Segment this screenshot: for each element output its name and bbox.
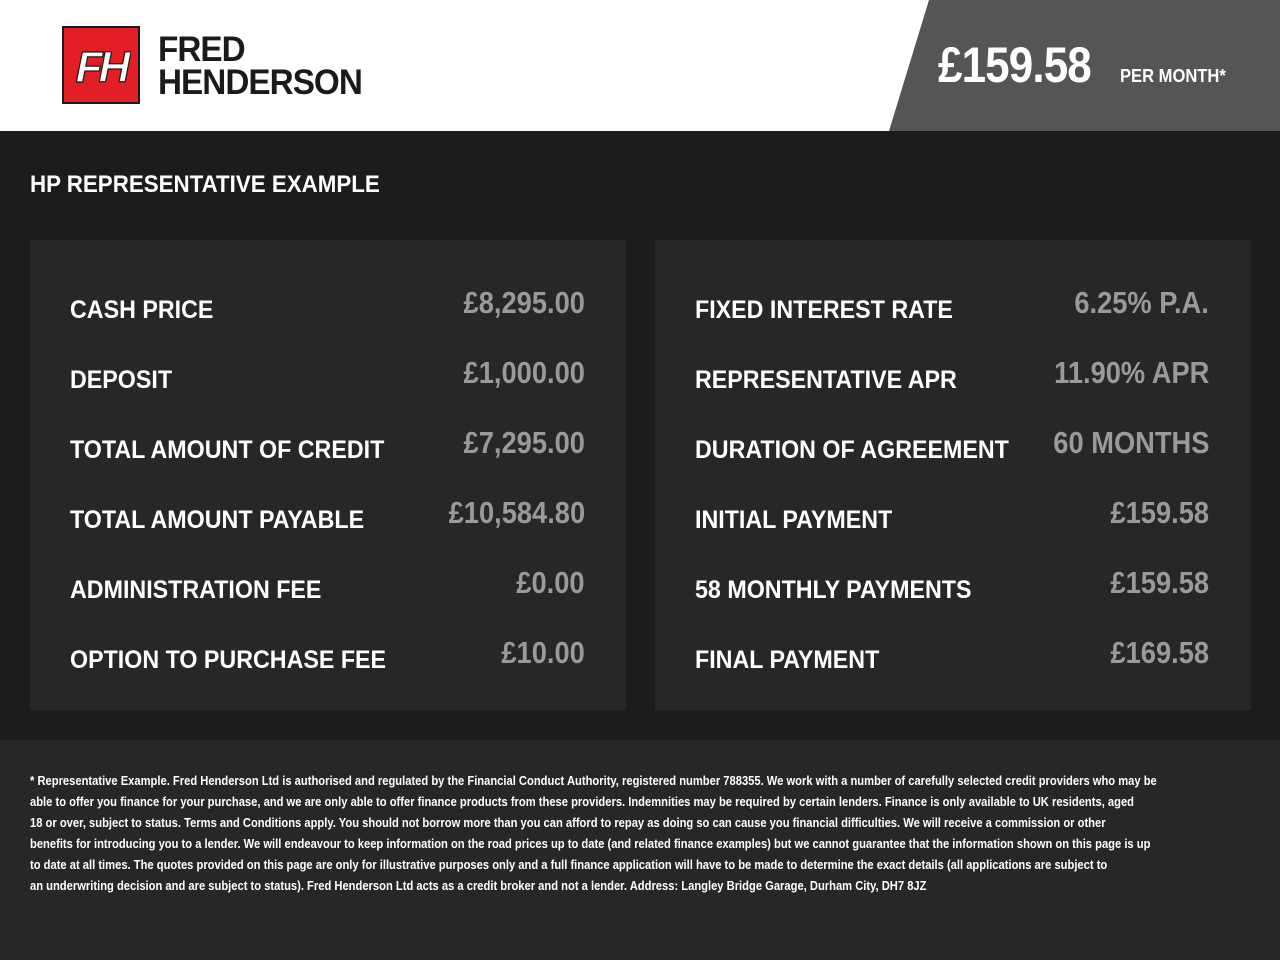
finance-row-apr: [695, 355, 1209, 395]
row-label: 58 MONTHLY PAYMENTS: [695, 576, 972, 604]
disclaimer-line: 18 or over, subject to status. Terms and Conditions apply. You should not borrow more than you can afford to repay as doing so can cause you financial difficulties. We will receive a commission or other: [30, 815, 1106, 830]
row-label: CASH PRICE: [70, 296, 214, 324]
finance-row-interest-rate: [695, 285, 1209, 325]
fh-logo-icon: [71, 37, 131, 93]
row-value: £10.00: [501, 635, 585, 670]
row-label: DEPOSIT: [70, 366, 173, 394]
row-label: INITIAL PAYMENT: [695, 506, 893, 534]
row-label: ADMINISTRATION FEE: [70, 576, 322, 604]
disclaimer-line: able to offer you finance for your purchase, and we are only able to offer finance products from these providers. Indemnities may be required by certain lenders. Finance is only available to UK residents, aged: [30, 794, 1134, 809]
finance-row-final-payment: [695, 635, 1209, 675]
disclaimer-line: to date at all times. The quotes provided on this page are only for illustrative purposes only and a full finance application will have to be made to determine the exact details (all applications are subject to: [30, 857, 1108, 872]
row-label: TOTAL AMOUNT OF CREDIT: [70, 436, 385, 464]
finance-row-initial-payment: [695, 495, 1209, 535]
disclaimer-line: an underwriting decision and are subject to status). Fred Henderson Ltd acts as a credit broker and not a lender. Address: Langley Bridge Garage, Durham City, DH7 8JZ: [30, 878, 927, 893]
row-label: DURATION OF AGREEMENT: [695, 436, 1009, 464]
brand-name-line1: FRED: [158, 30, 245, 69]
brand-name: [158, 30, 362, 102]
row-value: £159.58: [1110, 495, 1209, 530]
row-label: TOTAL AMOUNT PAYABLE: [70, 506, 365, 534]
section-title: HP REPRESENTATIVE EXAMPLE: [30, 171, 380, 198]
finance-row-purchase-fee: [70, 635, 585, 675]
row-value: £1,000.00: [463, 355, 585, 390]
finance-row-monthly-payments: [695, 565, 1209, 605]
row-value: 6.25% P.A.: [1074, 285, 1209, 320]
row-label: FINAL PAYMENT: [695, 646, 880, 674]
row-value: £10,584.80: [448, 495, 585, 530]
finance-row-total-payable: [70, 495, 585, 535]
finance-row-duration: [695, 425, 1209, 465]
finance-row-deposit: [70, 355, 585, 395]
finance-row-total-credit: [70, 425, 585, 465]
brand-name-line2: HENDERSON: [158, 63, 362, 102]
row-value: £7,295.00: [463, 425, 585, 460]
disclaimer-text: [30, 770, 1157, 896]
svg-text:FH: FH: [75, 43, 127, 92]
finance-row-admin-fee: [70, 565, 585, 605]
row-value: £169.58: [1110, 635, 1209, 670]
row-label: OPTION TO PURCHASE FEE: [70, 646, 387, 674]
disclaimer-line: benefits for introducing you to a lender. We will endeavour to keep information on the road prices up to date (and related finance examples) but we cannot guarantee that the information shown on this page is up: [30, 836, 1151, 851]
row-value: £8,295.00: [463, 285, 585, 320]
finance-panel-right: [655, 240, 1251, 710]
disclaimer-line: * Representative Example. Fred Henderson Ltd is authorised and regulated by the Financial Conduct Authority, registered number 788355. We work with a number of carefully selected credit providers who may be: [30, 773, 1157, 788]
row-value: £0.00: [516, 565, 585, 600]
row-value: £159.58: [1110, 565, 1209, 600]
finance-panel-left: [30, 240, 626, 710]
row-label: FIXED INTEREST RATE: [695, 296, 953, 324]
disclaimer-footer: [0, 740, 1280, 960]
monthly-price-label: PER MONTH*: [1120, 66, 1226, 86]
brand-logo: [62, 26, 140, 104]
row-value: 11.90% APR: [1053, 355, 1209, 390]
row-label: REPRESENTATIVE APR: [695, 366, 957, 394]
row-value: 60 MONTHS: [1052, 425, 1209, 460]
monthly-price-amount: £159.58: [938, 37, 1091, 93]
finance-row-cash-price: [70, 285, 585, 325]
